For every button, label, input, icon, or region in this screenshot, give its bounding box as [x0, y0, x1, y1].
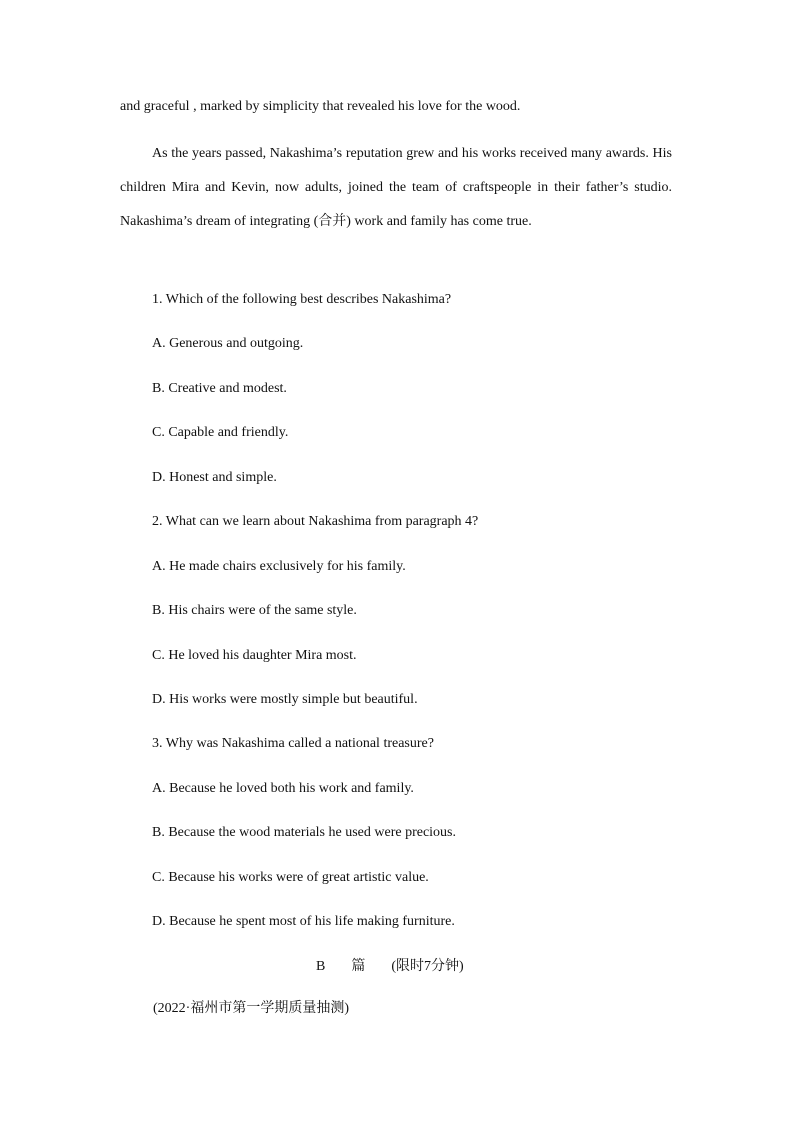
section-label: 篇 — [351, 959, 366, 974]
passage-paragraph-last-text: As the years passed, Nakashima’s reputation grew and his works received many awards. His children Mira and Kevin, now adults, joined the team of craftspeople in their father’s studio. Nakashima’s dream of integrating (合并) work and family has come true. — [120, 146, 672, 229]
question-3-option-c[interactable]: C. Because his works were of great artistic value. — [152, 870, 429, 885]
question-2-option-c[interactable]: C. He loved his daughter Mira most. — [152, 648, 357, 663]
question-3-option-a[interactable]: A. Because he loved both his work and family. — [152, 781, 414, 796]
section-letter: B — [316, 959, 326, 974]
question-1-option-d[interactable]: D. Honest and simple. — [152, 470, 277, 485]
section-source: (2022·福州市第一学期质量抽测) — [153, 1001, 349, 1016]
question-2-stem: 2. What can we learn about Nakashima from paragraph 4? — [152, 514, 479, 529]
question-1-option-c[interactable]: C. Capable and friendly. — [152, 425, 289, 440]
question-1-stem: 1. Which of the following best describes Nakashima? — [152, 292, 452, 307]
question-3-stem: 3. Why was Nakashima called a national treasure? — [152, 736, 434, 751]
section-time-limit: (限时7分钟) — [391, 959, 464, 974]
passage-paragraph-end: and graceful , marked by simplicity that revealed his love for the wood. — [120, 99, 521, 114]
passage-paragraph-last — [120, 137, 672, 239]
question-3-option-b[interactable]: B. Because the wood materials he used were precious. — [152, 825, 457, 840]
question-2-option-d[interactable]: D. His works were mostly simple but beautiful. — [152, 692, 418, 707]
question-2-option-b[interactable]: B. His chairs were of the same style. — [152, 603, 357, 618]
question-1-option-b[interactable]: B. Creative and modest. — [152, 381, 287, 396]
question-2-option-a[interactable]: A. He made chairs exclusively for his family. — [152, 559, 406, 574]
question-3-option-d[interactable]: D. Because he spent most of his life making furniture. — [152, 914, 455, 929]
question-1-option-a[interactable]: A. Generous and outgoing. — [152, 336, 304, 351]
section-heading — [316, 957, 464, 977]
